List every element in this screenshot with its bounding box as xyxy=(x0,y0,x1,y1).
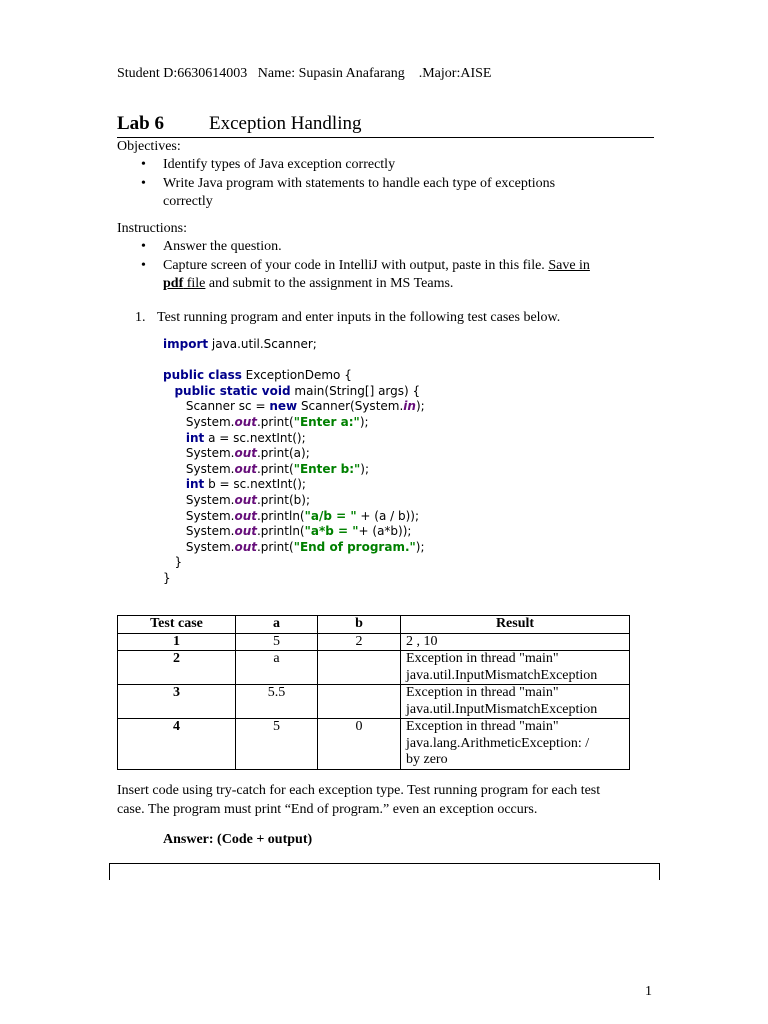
table-row xyxy=(118,719,630,770)
code-string: "End of program." xyxy=(293,539,416,554)
file-text: file xyxy=(183,276,206,291)
cell-result xyxy=(401,719,630,770)
save-in-text: Save in xyxy=(548,258,590,273)
code-keyword: int xyxy=(185,477,205,492)
cell-result xyxy=(401,651,630,685)
cell-b xyxy=(318,651,401,685)
code-text: System. xyxy=(163,461,235,476)
cell-a: 5 xyxy=(236,633,318,651)
lab-number xyxy=(117,113,164,135)
question-number: 1. xyxy=(135,310,146,325)
objectives-label: Objectives: xyxy=(117,139,181,154)
code-text: .print(a); xyxy=(256,446,310,461)
lab-topic: Exception Handling xyxy=(209,113,362,134)
code-field: out xyxy=(234,539,257,554)
instructions-list xyxy=(137,238,657,293)
result-line: by zero xyxy=(406,752,448,767)
instruction-text: Answer the question. xyxy=(163,239,282,254)
code-text: System. xyxy=(163,539,235,554)
header-test-case: Test case xyxy=(118,616,236,634)
code-text: main(String[] args) { xyxy=(290,383,421,398)
code-keyword: import xyxy=(163,337,209,351)
code-keyword: public class xyxy=(163,368,242,383)
cell-case: 1 xyxy=(118,633,236,651)
code-text: System. xyxy=(163,508,235,523)
code-indent xyxy=(163,384,174,398)
code-text: .print(b); xyxy=(256,492,311,507)
objective-text-cont: correctly xyxy=(163,194,213,209)
bullet-icon: • xyxy=(141,157,146,172)
cell-b: 0 xyxy=(318,719,401,770)
result-line: Exception in thread "main" xyxy=(406,719,559,734)
answer-box[interactable] xyxy=(109,863,660,880)
pdf-text: pdf xyxy=(163,276,184,291)
code-string: "a/b = " xyxy=(304,508,357,523)
student-info-line: Student D:6630614003 Name: Supasin Anafarang .Major:AISE xyxy=(117,66,492,81)
code-block xyxy=(163,337,425,587)
table-row xyxy=(118,633,630,651)
code-text: .println( xyxy=(256,524,305,539)
lab-number-text: Lab 6 xyxy=(117,113,164,134)
instruction-item xyxy=(137,257,657,293)
code-text: .print( xyxy=(256,461,294,476)
code-text: System. xyxy=(163,414,235,429)
code-text: ); xyxy=(360,461,370,476)
code-text: System. xyxy=(163,524,235,539)
code-text: java.util.Scanner; xyxy=(208,337,317,351)
code-text: ); xyxy=(415,539,425,554)
code-indent xyxy=(163,477,186,491)
code-text: } xyxy=(163,555,183,570)
instruction-text: Capture screen of your code in IntelliJ with output, paste in this file. xyxy=(163,258,549,273)
bullet-icon: • xyxy=(141,258,146,273)
cell-a: 5.5 xyxy=(236,685,318,719)
table-header-row xyxy=(118,616,630,634)
page-number: 1 xyxy=(645,984,652,999)
instruction-text-cont: and submit to the assignment in MS Teams. xyxy=(205,276,454,291)
table-row xyxy=(118,685,630,719)
title-rule xyxy=(117,137,654,138)
code-keyword: new xyxy=(269,399,298,414)
table-row xyxy=(118,651,630,685)
result-line: java.util.InputMismatchException xyxy=(406,701,598,717)
result-line: Exception in thread "main" xyxy=(406,651,559,666)
code-text: Scanner sc = xyxy=(163,399,270,414)
code-field: out xyxy=(234,446,257,461)
instructions-label: Instructions: xyxy=(117,221,187,236)
code-text: + (a*b)); xyxy=(358,524,412,539)
insert-line-2: case. The program must print “End of program.” even an exception occurs. xyxy=(117,802,538,817)
cell-b xyxy=(318,685,401,719)
code-indent xyxy=(163,431,186,445)
code-text: b = sc.nextInt(); xyxy=(204,477,306,492)
code-string: "Enter b:" xyxy=(293,461,361,476)
code-field: out xyxy=(234,461,257,476)
objective-item xyxy=(137,175,657,211)
code-text: Scanner(System. xyxy=(297,399,404,414)
code-text: a = sc.nextInt(); xyxy=(204,430,306,445)
code-text: + (a / b)); xyxy=(356,508,420,523)
code-text: .print( xyxy=(256,539,294,554)
code-text: ); xyxy=(415,399,425,414)
code-text: .println( xyxy=(256,508,305,523)
cell-result xyxy=(401,685,630,719)
objectives-list xyxy=(137,156,657,211)
code-string: "a*b = " xyxy=(304,524,359,539)
code-text: ExceptionDemo { xyxy=(241,368,352,383)
code-field: out xyxy=(234,508,257,523)
bullet-icon: • xyxy=(141,176,146,191)
question-text: Test running program and enter inputs in the following test cases below. xyxy=(157,310,561,325)
result-line: Exception in thread "main" xyxy=(406,685,559,700)
cell-case: 4 xyxy=(118,719,236,770)
header-a: a xyxy=(236,616,318,634)
objective-text: Write Java program with statements to handle each type of exceptions xyxy=(163,176,556,191)
code-keyword: int xyxy=(185,430,205,445)
answer-label: Answer: (Code + output) xyxy=(163,832,313,847)
header-result: Result xyxy=(401,616,630,634)
code-text: ); xyxy=(359,414,369,429)
code-text: } xyxy=(163,570,171,585)
cell-case: 3 xyxy=(118,685,236,719)
header-b: b xyxy=(318,616,401,634)
result-line: 2 , 10 xyxy=(406,633,438,649)
cell-a: a xyxy=(236,651,318,685)
objective-item xyxy=(137,156,657,174)
code-text: System. xyxy=(163,446,235,461)
cell-result xyxy=(401,633,630,651)
result-line: java.util.InputMismatchException xyxy=(406,667,598,683)
instruction-item xyxy=(137,238,657,256)
code-field: in xyxy=(403,399,416,414)
result-line: java.lang.ArithmeticException: / xyxy=(406,735,590,751)
cell-a: 5 xyxy=(236,719,318,770)
test-case-table xyxy=(117,615,630,770)
code-field: out xyxy=(234,414,257,429)
code-text: .print( xyxy=(256,414,294,429)
code-field: out xyxy=(234,524,257,539)
insert-instructions xyxy=(117,781,662,819)
code-string: "Enter a:" xyxy=(293,414,360,429)
objective-text: Identify types of Java exception correctly xyxy=(163,157,396,172)
cell-case: 2 xyxy=(118,651,236,685)
code-keyword: public static void xyxy=(174,383,291,398)
insert-line-1: Insert code using try-catch for each exception type. Test running program for each test xyxy=(117,783,601,798)
code-field: out xyxy=(234,492,257,507)
cell-b: 2 xyxy=(318,633,401,651)
code-text: System. xyxy=(163,492,235,507)
bullet-icon: • xyxy=(141,239,146,254)
